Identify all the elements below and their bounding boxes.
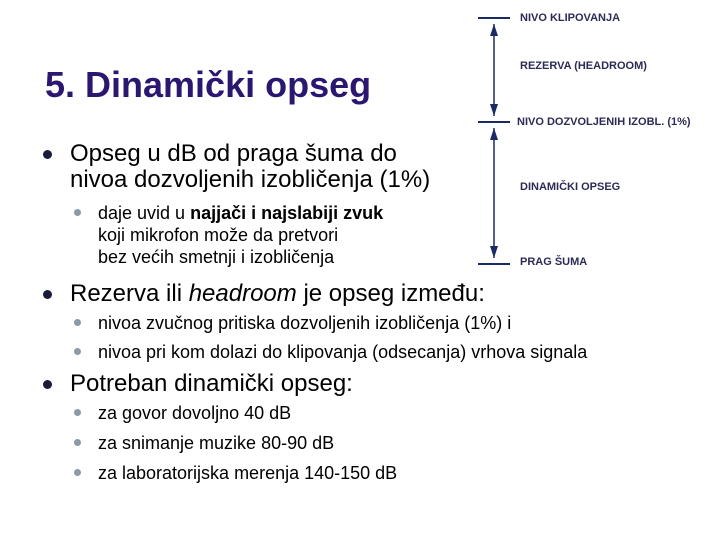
headroom-arrow-down (490, 104, 498, 116)
headroom-label: REZERVA (HEADROOM) (520, 60, 647, 72)
sub-bullet-dot (74, 209, 81, 216)
bullet-text-line: nivoa dozvoljenih izobličenja (1%) (70, 166, 431, 193)
dynamic-arrow-up (490, 128, 498, 140)
sub-bullet-dot (74, 348, 81, 355)
sub-bullet-clipping (98, 341, 587, 363)
sub-bullet-distortion (98, 312, 511, 334)
bullet-dynamic-range (70, 141, 430, 193)
sub-bullet-text: za snimanje muzike 80-90 dB (98, 433, 335, 453)
bullet-dot (43, 380, 52, 389)
bullet-text: je opseg između: (296, 280, 485, 307)
sub-bullet-text: nivoa pri kom dolazi do klipovanja (odsecanja) vrhova signala (98, 342, 588, 362)
bullet-dot (43, 150, 52, 159)
sub-bullet-dot (74, 439, 81, 446)
bullet-text-line (70, 281, 485, 307)
sub-bullet-line (98, 202, 383, 224)
distortion-level-label: NIVO DOZVOLJENIH IZOBL. (1%) (517, 116, 691, 128)
bullet-text: Potreban dinamički opseg: (70, 370, 353, 397)
sub-bullet-dot (74, 319, 81, 326)
sub-bullet-text: za govor dovoljno 40 dB (98, 403, 292, 423)
bullet-text-line: Opseg u dB od praga šuma do (70, 140, 397, 167)
dynamic-arrow-down (490, 246, 498, 258)
sub-bullet-insight (98, 202, 383, 268)
headroom-arrow-up (490, 24, 498, 36)
sub-bullet-line: bez većih smetnji i izobličenja (98, 247, 335, 267)
bullet-headroom (70, 281, 485, 307)
sub-bullet-music (98, 432, 334, 454)
slide-title: 5. Dinamički opseg (45, 64, 372, 105)
sub-bullet-text: daje uvid u (98, 203, 191, 223)
sub-bullet-line: koji mikrofon može da pretvori (98, 225, 339, 245)
bullet-dot (43, 290, 52, 299)
bullet-italic-text: headroom (188, 280, 297, 307)
sub-bullet-lab (98, 462, 397, 484)
bullet-text: Rezerva ili (70, 280, 189, 307)
sub-bullet-dot (74, 409, 81, 416)
sub-bullet-text: za laboratorijska merenja 140-150 dB (98, 463, 398, 483)
sub-bullet-speech (98, 402, 291, 424)
noise-floor-label: PRAG ŠUMA (520, 256, 588, 268)
bullet-required-range (70, 371, 353, 397)
dynamic-range-label: DINAMIČKI OPSEG (520, 181, 621, 193)
sub-bullet-dot (74, 469, 81, 476)
sub-bullet-bold-text: najjači i najslabiji zvuk (190, 203, 384, 223)
clip-level-label: NIVO KLIPOVANJA (520, 12, 621, 24)
sub-bullet-text: nivoa zvučnog pritiska dozvoljenih izobličenja (1%) i (98, 313, 512, 333)
